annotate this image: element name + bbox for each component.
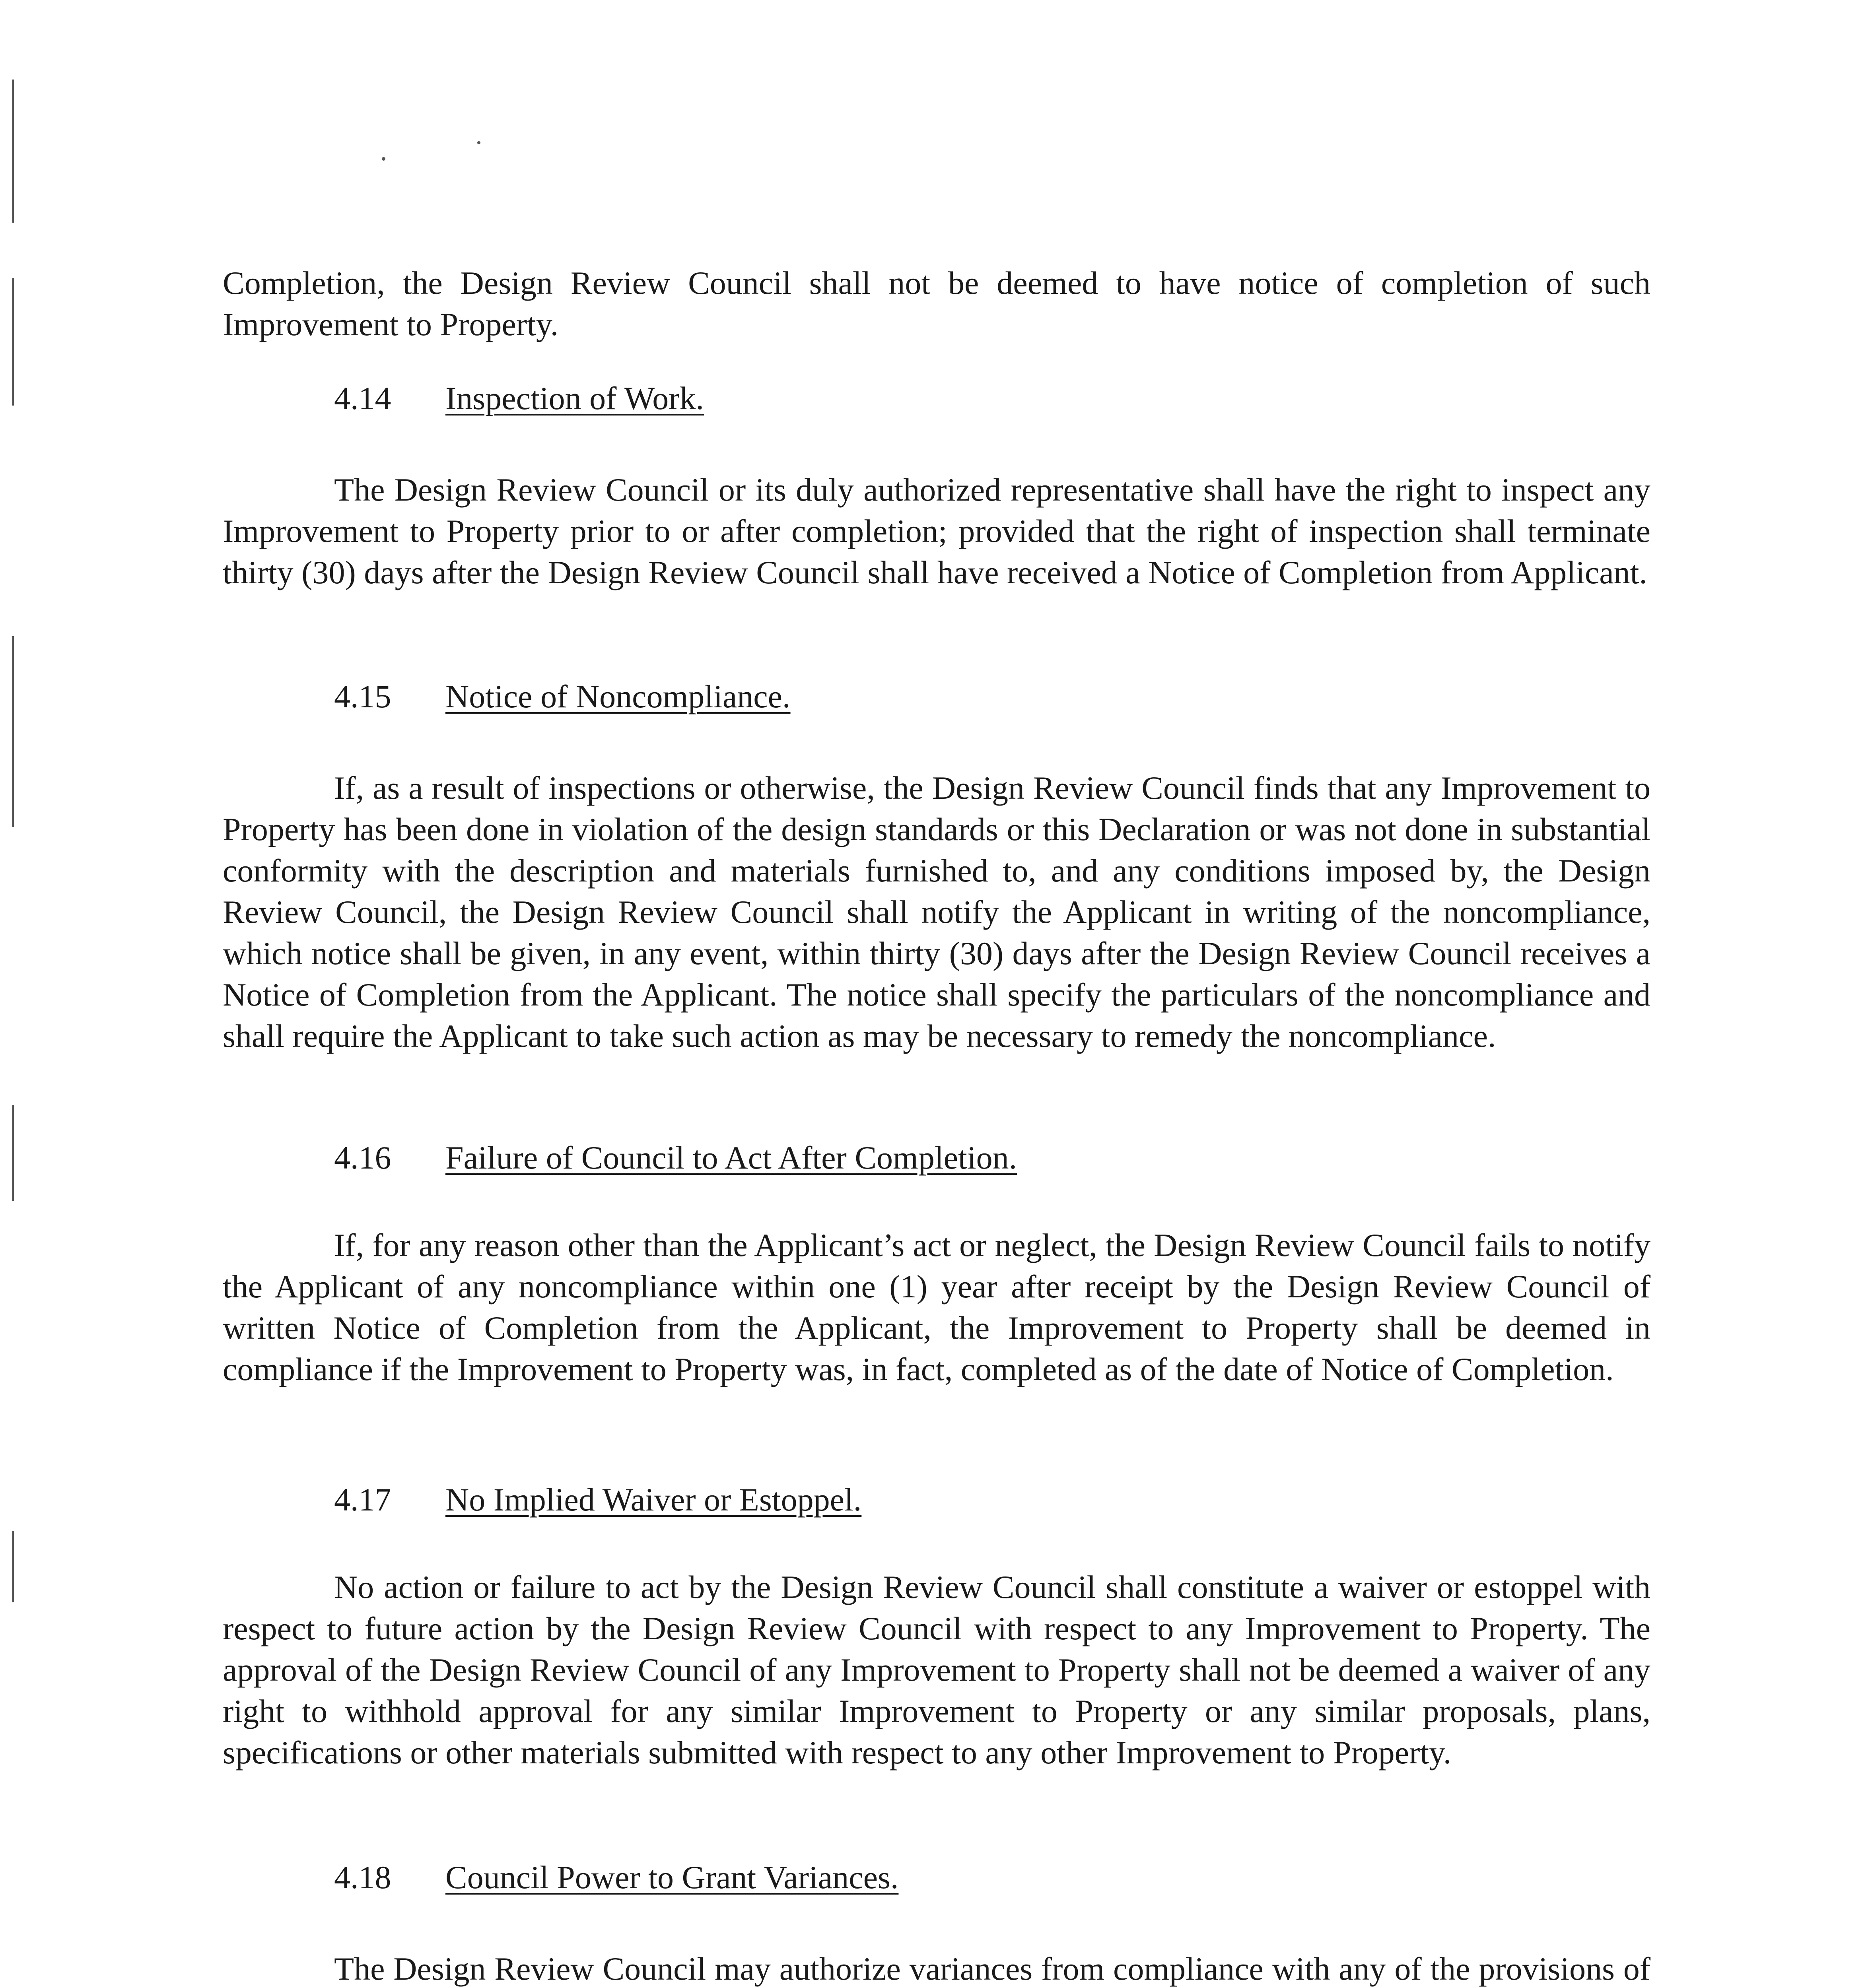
scan-mark-dot-1 xyxy=(382,157,385,161)
section-body-4-15 xyxy=(223,767,1650,1057)
scan-mark-dot-2 xyxy=(477,141,480,144)
continuation-block xyxy=(223,262,1650,345)
section-title: Failure of Council to Act After Completion. xyxy=(445,1140,1017,1176)
scan-mark-left-4 xyxy=(12,1105,14,1201)
section-number: 4.15 xyxy=(334,678,391,714)
section-title: Inspection of Work. xyxy=(445,380,704,416)
section-title: Council Power to Grant Variances. xyxy=(445,1859,899,1895)
section-heading-4-15 xyxy=(334,676,791,717)
scan-mark-left-5 xyxy=(12,1531,14,1602)
section-heading-4-14 xyxy=(334,378,704,419)
section-paragraph: If, for any reason other than the Applicant’s act or neglect, the Design Review Council fails to notify the Applicant of any noncompliance within one (1) year after receipt by the Design Review Council of written Notice of Completion from the Applicant, the Improvement to Property shall be deemed in compliance if the Improvement to Property was, in fact, completed as of the date of Notice of Completion. xyxy=(223,1227,1650,1387)
section-body-4-16 xyxy=(223,1225,1650,1390)
section-paragraph: The Design Review Council may authorize variances from compliance with any of the provisions of xyxy=(334,1951,1650,1987)
section-heading-4-18 xyxy=(334,1857,898,1898)
scan-mark-left-1 xyxy=(12,80,14,223)
section-paragraph: If, as a result of inspections or otherwise, the Design Review Council finds that any Improvement to Property has been done in violation of the design standards or this Declaration or was not done in substantial conformity with the description and materials furnished to, and any conditions imposed by, the Design Review Council, the Design Review Council shall notify the Applicant in writing of the noncompliance, which notice shall be given, in any event, within thirty (30) days after the Design Review Council receives a Notice of Completion from the Applicant. The notice shall specify the particulars of the noncompliance and shall require the Applicant to take such action as may be necessary to remedy the noncompliance. xyxy=(223,770,1650,1054)
section-number: 4.14 xyxy=(334,380,391,416)
scan-mark-left-2 xyxy=(12,278,14,406)
section-paragraph: No action or failure to act by the Design Review Council shall constitute a waiver or estoppel with respect to future action by the Design Review Council with respect to any Improvement to Property. The approval of the Design Review Council of any Improvement to Property shall not be deemed a waiver of any right to withhold approval for any similar Improvement to Property or any similar proposals, plans, specifications or other materials submitted with respect to any other Improvement to Property. xyxy=(223,1569,1650,1771)
section-paragraph: The Design Review Council or its duly authorized representative shall have the right to inspect any Improvement to Property prior to or after completion; provided that the right of inspection shall terminate thirty (30) days after the Design Review Council shall have received a Notice of Completion from Applicant. xyxy=(223,472,1650,590)
section-number: 4.17 xyxy=(334,1481,391,1518)
section-body-4-18 xyxy=(223,1948,1650,1988)
section-title: No Implied Waiver or Estoppel. xyxy=(445,1481,862,1518)
section-body-4-17 xyxy=(223,1567,1650,1773)
section-number: 4.18 xyxy=(334,1859,391,1895)
section-heading-4-16 xyxy=(334,1137,1017,1178)
section-body-4-14 xyxy=(223,469,1650,593)
section-heading-4-17 xyxy=(334,1479,861,1520)
section-number: 4.16 xyxy=(334,1140,391,1176)
continuation-paragraph: Completion, the Design Review Council shall not be deemed to have notice of completion of such Improvement to Property. xyxy=(223,265,1650,342)
scan-mark-left-3 xyxy=(12,636,14,827)
section-title: Notice of Noncompliance. xyxy=(445,678,791,714)
